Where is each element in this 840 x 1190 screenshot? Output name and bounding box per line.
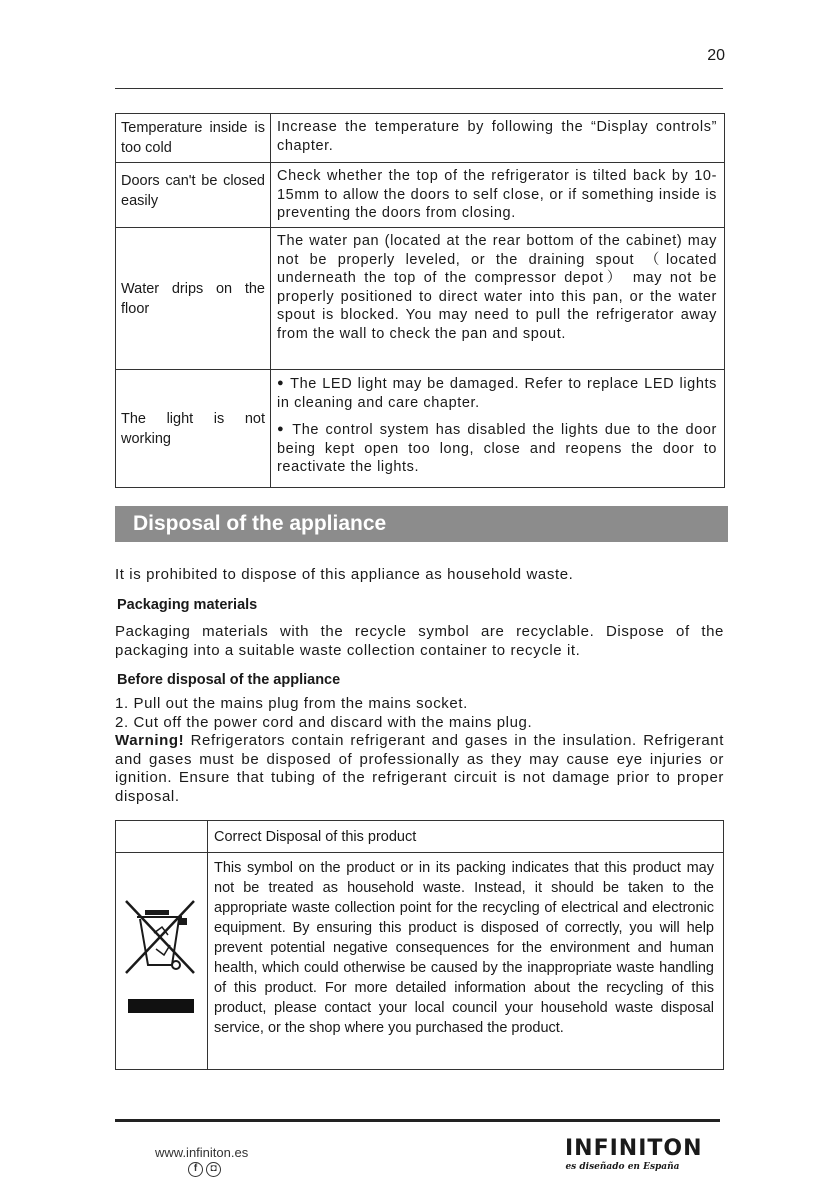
packaging-heading: Packaging materials bbox=[117, 597, 258, 613]
website-link[interactable]: www.infiniton.es bbox=[155, 1145, 249, 1160]
instagram-icon[interactable]: ◘ bbox=[206, 1162, 221, 1177]
step-item: 1. Pull out the mains plug from the mains socket. bbox=[115, 695, 468, 712]
intro-text: It is prohibited to dispose of this appliance as household waste. bbox=[115, 566, 574, 583]
solution-cell bbox=[271, 370, 725, 488]
table-row bbox=[116, 228, 725, 370]
disposal-header: Correct Disposal of this product bbox=[208, 821, 724, 853]
solution-bullet bbox=[277, 374, 717, 412]
solution-text: Increase the temperature by following the “Display controls” chapter. bbox=[277, 119, 717, 154]
solution-cell bbox=[271, 163, 725, 228]
table-row bbox=[116, 821, 724, 853]
bullet-icon: ● bbox=[277, 423, 287, 435]
problem-cell: Doors can't be closed easily bbox=[116, 163, 271, 228]
table-row bbox=[116, 370, 725, 488]
brand-name: INFINITON bbox=[565, 1136, 703, 1161]
solution-text: The control system has disabled the lights due to the door being kept open too long, close and reopens the door to reactivate the lights. bbox=[277, 422, 717, 475]
disposal-description: This symbol on the product or in its packing indicates that this product may not be treated as household waste. Instead, it should be taken to the appropriate waste collection point for the recycling of electrical and electronic equipment. By ensuring this product is disposed of correctly, you will help prevent potential negative consequences for the environment and human health, which could otherwise be caused by the inappropriate waste handling of this product. For more detailed information about the recycling of this product, please contact your local council your household waste disposal service, or the shop where you purchased the product. bbox=[208, 853, 724, 1070]
warning-paragraph bbox=[115, 732, 724, 806]
problem-cell: Water drips on the floor bbox=[116, 228, 271, 370]
warning-text: Refrigerators contain refrigerant and gases in the insulation. Refrigerant and gases must be disposed of professionally as they may cause eye injuries or ignition. Ensure that tubing of the refrigerant circuit is not damage prior to proper disposal. bbox=[115, 732, 724, 805]
page-number: 20 bbox=[707, 47, 725, 64]
before-disposal-heading: Before disposal of the appliance bbox=[117, 672, 341, 688]
footer-divider bbox=[115, 1119, 720, 1122]
table-row bbox=[116, 114, 725, 163]
solution-text: The water pan (located at the rear bottom of the cabinet) may not be properly leveled, or the draining spout （located underneath the top of the compressor depot） may not be properly positioned to direct water into this pan, or the water spout is blocked. You may need to pull the refrigerator away from the wall to check the pan and spout. bbox=[277, 233, 717, 342]
before-disposal-body bbox=[115, 695, 724, 806]
solution-text: Check whether the top of the refrigerator is tilted back by 10-15mm to allow the doors to self close, or if something inside is preventing the doors from closing. bbox=[277, 168, 717, 221]
solution-cell bbox=[271, 114, 725, 163]
empty-cell bbox=[116, 821, 208, 853]
icon-cell bbox=[116, 853, 208, 1070]
problem-cell: The light is not working bbox=[116, 370, 271, 488]
problem-cell: Temperature inside is too cold bbox=[116, 114, 271, 163]
step-item: 2. Cut off the power cord and discard with the mains plug. bbox=[115, 713, 533, 731]
packaging-text: Packaging materials with the recycle symbol are recyclable. Dispose of the packaging into a suitable waste collection container to recycle it. bbox=[115, 623, 724, 659]
brand-tagline: es diseñado en España bbox=[565, 1162, 680, 1172]
table-row bbox=[116, 163, 725, 228]
brand-logo bbox=[565, 1136, 703, 1172]
facebook-icon[interactable]: f bbox=[188, 1162, 203, 1177]
troubleshooting-table bbox=[115, 113, 725, 488]
warning-label: Warning! bbox=[115, 732, 185, 749]
table-row bbox=[116, 853, 724, 1070]
social-icons bbox=[188, 1162, 221, 1177]
solution-text: The LED light may be damaged. Refer to replace LED lights in cleaning and care chapter. bbox=[277, 376, 717, 411]
solution-cell bbox=[271, 228, 725, 370]
disposal-table bbox=[115, 820, 724, 1070]
crossed-out-wheelie-bin-icon bbox=[122, 897, 202, 1021]
solution-bullet bbox=[277, 420, 717, 477]
section-title: Disposal of the appliance bbox=[115, 506, 728, 542]
bullet-icon: ● bbox=[277, 377, 285, 389]
header-divider bbox=[115, 88, 723, 89]
